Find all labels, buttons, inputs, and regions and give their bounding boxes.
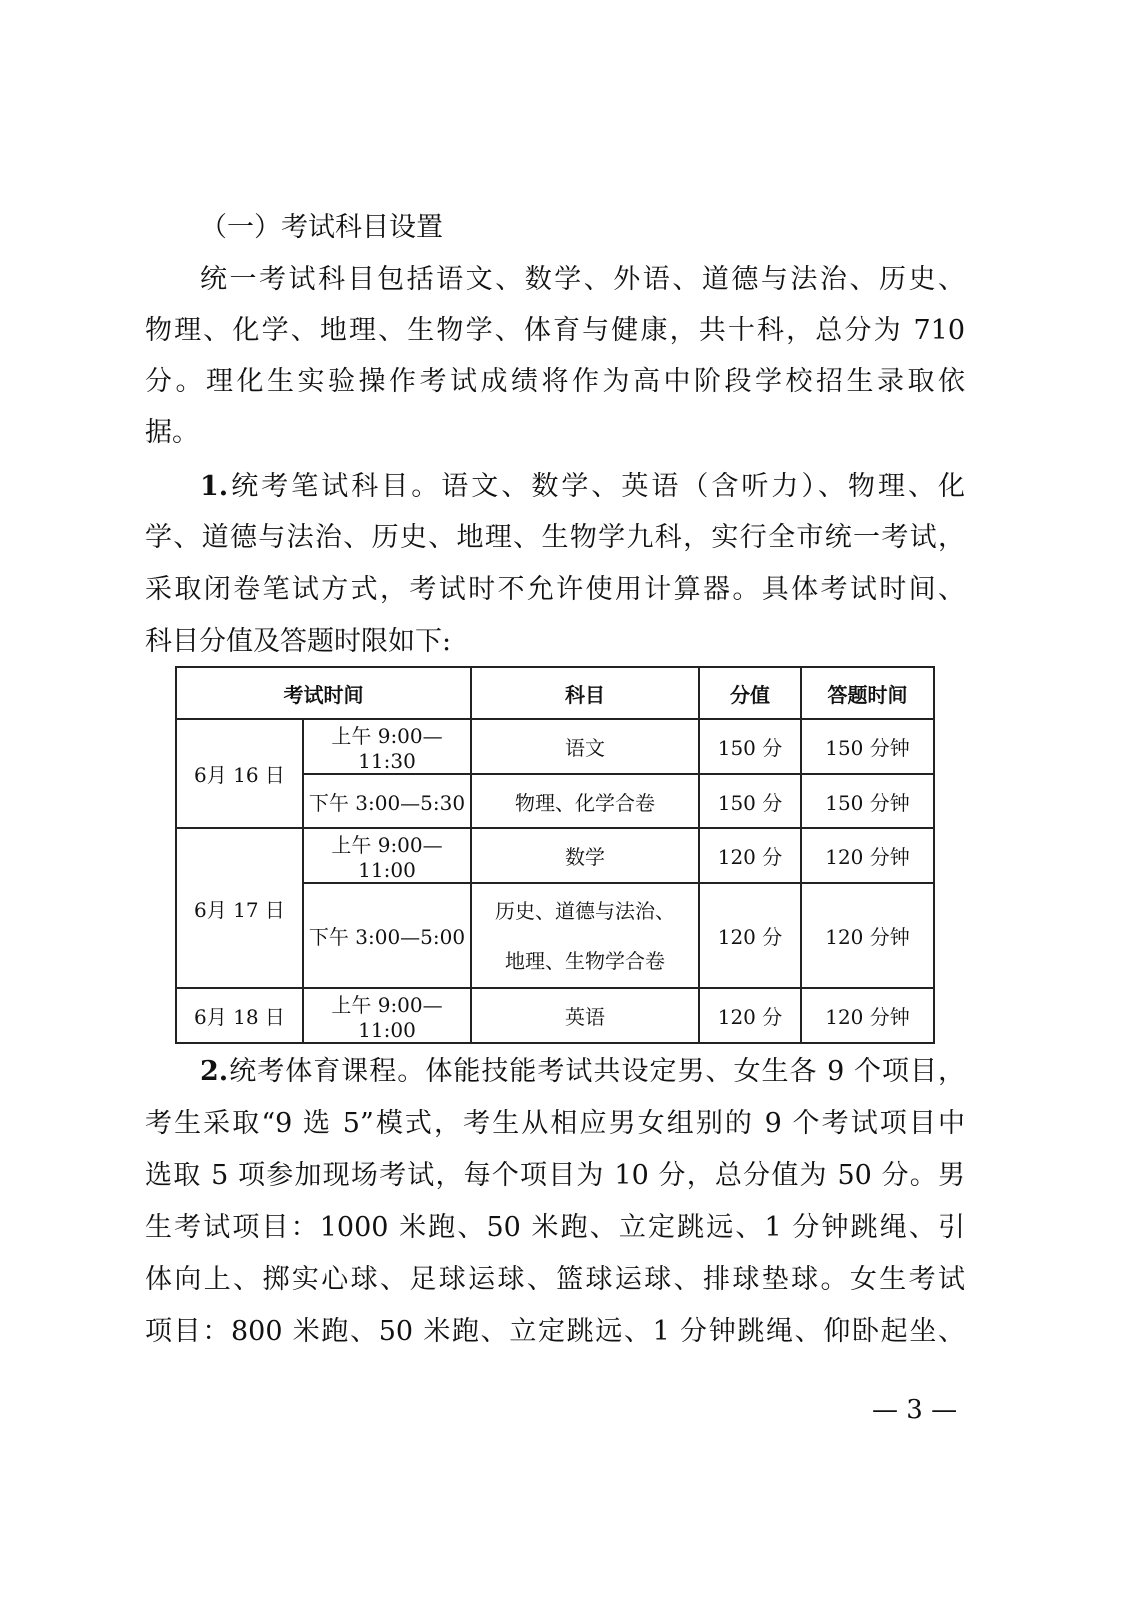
score-cell: 150 分 (699, 774, 801, 828)
subject-cell: 英语 (471, 988, 699, 1043)
paragraph-line: 采取闭卷笔试方式，考试时不允许使用计算器。具体考试时间、 (145, 574, 965, 605)
score-cell: 120 分 (699, 988, 801, 1043)
header-score: 分值 (699, 667, 801, 719)
item-number: 2. (200, 1056, 229, 1087)
header-time: 考试时间 (176, 667, 471, 719)
table-row (176, 828, 934, 883)
date-cell: 6月 18 日 (176, 988, 303, 1043)
text: 体能技能考试共设定男、女生各 9 个项目， (425, 1056, 966, 1087)
date-cell: 6月 17 日 (176, 828, 303, 988)
duration-cell: 150 分钟 (801, 774, 934, 828)
paragraph-line: 选取 5 项参加现场考试，每个项目为 10 分，总分值为 50 分。男 (145, 1160, 965, 1191)
item-title: 统考体育课程。 (228, 1056, 426, 1087)
item-number: 1. (200, 471, 229, 502)
paragraph-line: 物理、化学、地理、生物学、体育与健康，共十科，总分为 710 (145, 315, 965, 346)
exam-schedule-table (175, 666, 935, 1044)
section-heading: （一）考试科目设置 (200, 212, 443, 243)
header-duration: 答题时间 (801, 667, 934, 719)
subject-cell: 数学 (471, 828, 699, 883)
score-cell: 150 分 (699, 719, 801, 774)
time-cell: 上午 9:00—11:00 (303, 828, 471, 883)
subject-cell: 物理、化学合卷 (471, 774, 699, 828)
paragraph-line: 科目分值及答题时限如下: (145, 626, 452, 657)
paragraph-line: 考生采取“9 选 5”模式，考生从相应男女组别的 9 个考试项目中 (145, 1108, 965, 1139)
item-title: 统考笔试科目。 (228, 471, 442, 502)
page-number: — 3 — (872, 1395, 958, 1425)
subject-cell: 语文 (471, 719, 699, 774)
duration-cell: 120 分钟 (801, 988, 934, 1043)
subject-line: 地理、生物学合卷 (505, 948, 665, 973)
score-cell: 120 分 (699, 883, 801, 988)
text: 语文、数学、英语（含听力）、物理、化 (441, 471, 966, 502)
duration-cell: 150 分钟 (801, 719, 934, 774)
time-cell: 上午 9:00—11:00 (303, 988, 471, 1043)
time-cell: 上午 9:00—11:30 (303, 719, 471, 774)
paragraph-line: 生考试项目：1000 米跑、50 米跑、立定跳远、1 分钟跳绳、引 (145, 1212, 965, 1243)
paragraph-line (200, 467, 965, 507)
date-cell: 6月 16 日 (176, 719, 303, 828)
duration-cell: 120 分钟 (801, 883, 934, 988)
subject-cell (471, 883, 699, 988)
paragraph-line: 项目：800 米跑、50 米跑、立定跳远、1 分钟跳绳、仰卧起坐、 (145, 1316, 965, 1347)
score-cell: 120 分 (699, 828, 801, 883)
duration-cell: 120 分钟 (801, 828, 934, 883)
paragraph-line: 统一考试科目包括语文、数学、外语、道德与法治、历史、 (200, 264, 965, 295)
time-cell: 下午 3:00—5:00 (303, 883, 471, 988)
paragraph-line: 学、道德与法治、历史、地理、生物学九科，实行全市统一考试， (145, 522, 965, 553)
header-subject: 科目 (471, 667, 699, 719)
paragraph-line: 体向上、掷实心球、足球运球、篮球运球、排球垫球。女生考试 (145, 1264, 965, 1295)
time-cell: 下午 3:00—5:30 (303, 774, 471, 828)
table-row (176, 719, 934, 774)
paragraph-line (200, 1052, 965, 1092)
subject-line: 历史、道德与法治、 (495, 898, 675, 923)
paragraph-line: 据。 (145, 417, 199, 448)
paragraph-line: 分。理化生实验操作考试成绩将作为高中阶段学校招生录取依 (145, 366, 965, 397)
table-row (176, 988, 934, 1043)
